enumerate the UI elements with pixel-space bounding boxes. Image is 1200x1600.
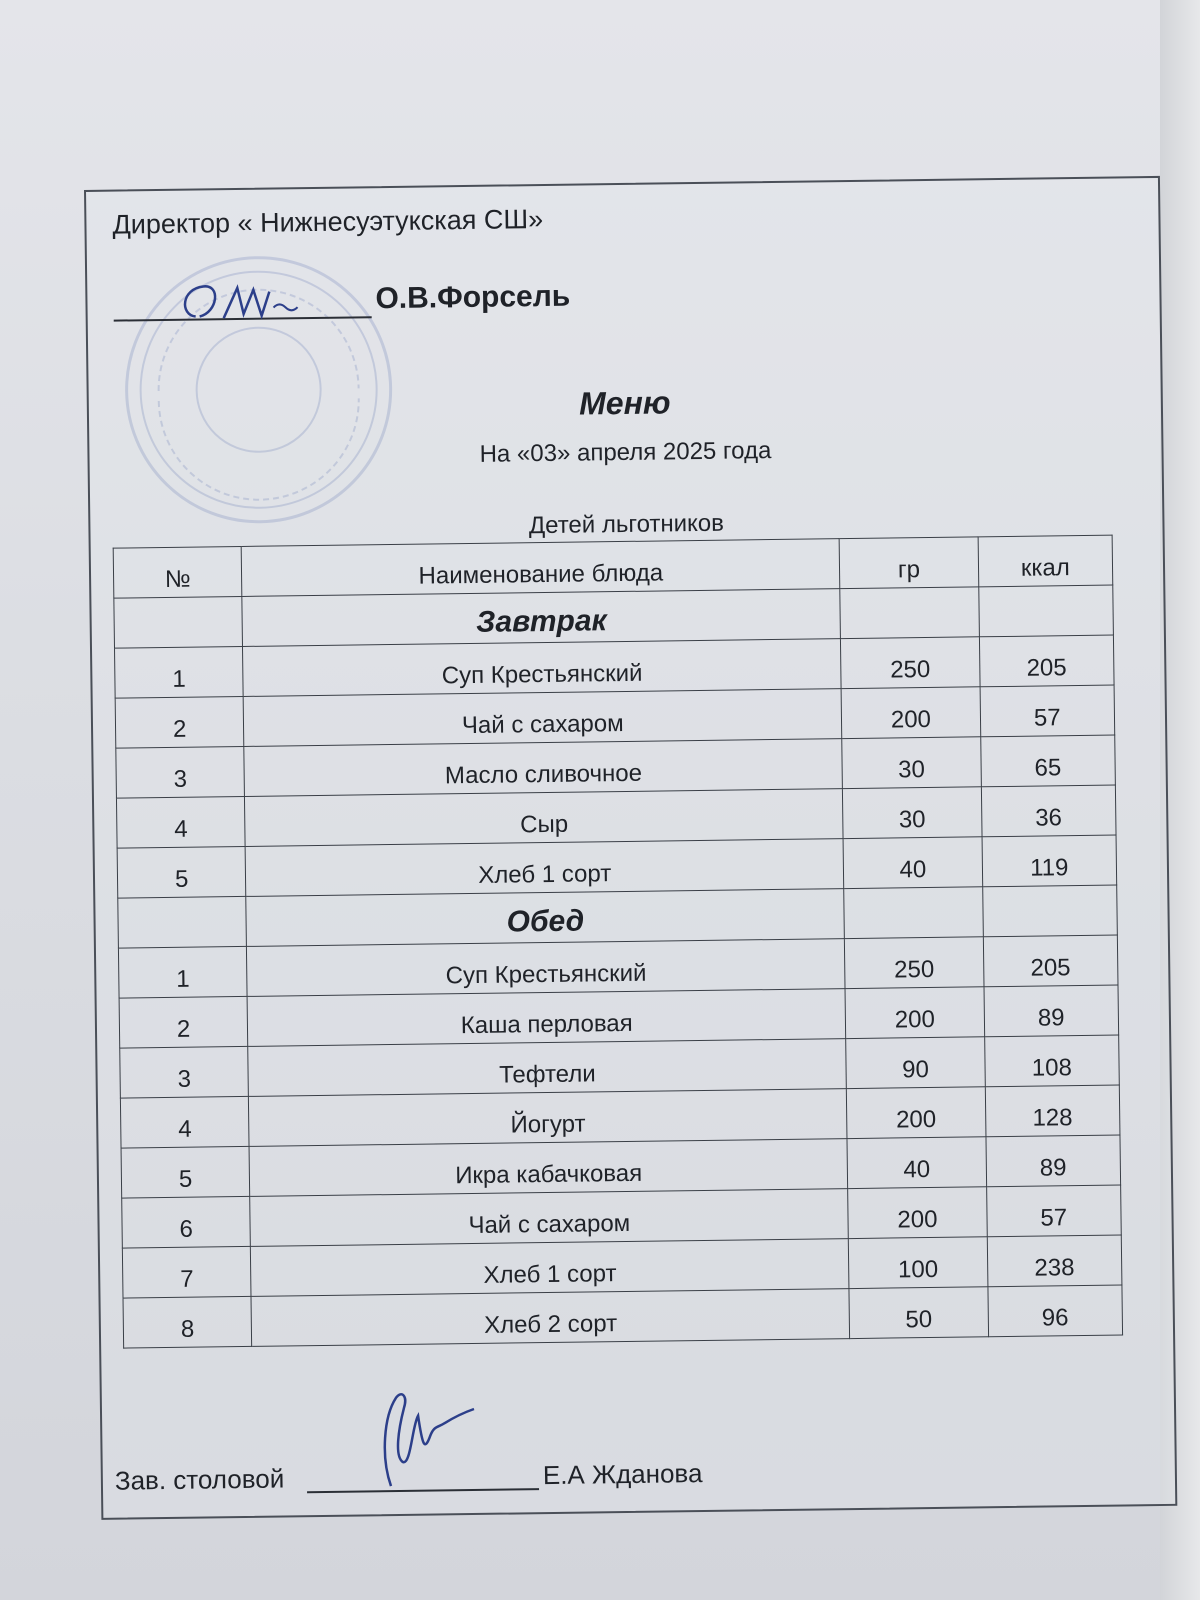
dish-name: Суп Крестьянский	[247, 939, 846, 997]
section-title-breakfast: Завтрак	[242, 589, 841, 647]
dish-kcal: 119	[982, 835, 1117, 887]
row-number: 3	[120, 1046, 249, 1098]
row-number: 8	[123, 1296, 252, 1348]
column-header-dish: Наименование блюда	[241, 539, 840, 597]
director-signature-row	[113, 272, 714, 340]
footer-signature-row	[114, 1419, 915, 1499]
dish-name: Тефтели	[248, 1039, 847, 1097]
canteen-head-label: Зав. столовой	[114, 1463, 285, 1496]
canteen-head-name: Е.А Жданова	[542, 1458, 703, 1491]
dish-grams: 250	[845, 937, 984, 989]
dish-name: Суп Крестьянский	[243, 639, 842, 697]
row-number: 4	[120, 1096, 249, 1148]
dish-grams: 200	[841, 687, 980, 739]
director-title: Директор « Нижнесуэтукская СШ»	[112, 203, 544, 240]
canteen-head-signature	[350, 1385, 481, 1497]
dish-name: Масло сливочное	[244, 739, 843, 797]
menu-document	[84, 176, 1177, 1520]
dish-grams: 200	[845, 987, 984, 1039]
dish-name: Хлеб 2 сорт	[251, 1289, 850, 1347]
dish-name: Хлеб 1 сорт	[245, 839, 844, 897]
section-title-lunch: Обед	[246, 889, 845, 947]
row-number: 3	[116, 746, 245, 798]
director-name: О.В.Форсель	[375, 279, 571, 316]
dish-kcal: 57	[986, 1185, 1121, 1237]
dish-kcal: 89	[984, 985, 1119, 1037]
dish-name: Чай с сахаром	[243, 689, 842, 747]
menu-date: На «03» апреля 2025 года	[479, 437, 772, 468]
column-header-number: №	[113, 546, 242, 598]
dish-kcal: 96	[987, 1285, 1122, 1337]
dish-grams: 200	[847, 1087, 986, 1139]
row-number: 1	[118, 946, 247, 998]
dish-grams: 40	[847, 1137, 986, 1189]
row-number: 7	[122, 1246, 251, 1298]
row-number: 2	[115, 696, 244, 748]
dish-name: Чай с сахаром	[250, 1189, 849, 1247]
dish-grams: 50	[849, 1287, 988, 1339]
dish-grams: 200	[848, 1187, 987, 1239]
dish-kcal: 36	[981, 785, 1116, 837]
row-number: 4	[116, 796, 245, 848]
row-number: 5	[121, 1146, 250, 1198]
dish-name: Каша перловая	[247, 989, 846, 1047]
dish-kcal: 57	[980, 685, 1115, 737]
dish-name: Сыр	[245, 789, 844, 847]
dish-kcal: 108	[984, 1035, 1119, 1087]
dish-name: Икра кабачковая	[249, 1139, 848, 1197]
menu-group-label: Детей льготников	[528, 509, 725, 540]
dish-kcal: 89	[986, 1135, 1121, 1187]
row-number: 5	[117, 846, 246, 898]
dish-kcal: 65	[980, 735, 1115, 787]
dish-kcal: 205	[983, 935, 1118, 987]
dish-name: Хлеб 1 сорт	[251, 1239, 850, 1297]
column-header-kcal: ккал	[978, 535, 1113, 587]
director-signature	[173, 277, 324, 329]
dish-grams: 30	[843, 787, 982, 839]
row-number: 2	[119, 996, 248, 1048]
dish-grams: 100	[849, 1237, 988, 1289]
row-number: 6	[122, 1196, 251, 1248]
dish-kcal: 128	[985, 1085, 1120, 1137]
row-number: 1	[114, 646, 243, 698]
column-header-grams: гр	[839, 537, 978, 589]
dish-grams: 90	[846, 1037, 985, 1089]
dish-grams: 250	[841, 637, 980, 689]
dish-kcal: 238	[987, 1235, 1122, 1287]
dish-name: Йогурт	[249, 1089, 848, 1147]
menu-title: Меню	[578, 384, 671, 422]
dish-grams: 30	[842, 737, 981, 789]
dish-kcal: 205	[979, 635, 1114, 687]
menu-table	[113, 535, 1123, 1349]
dish-grams: 40	[843, 837, 982, 889]
